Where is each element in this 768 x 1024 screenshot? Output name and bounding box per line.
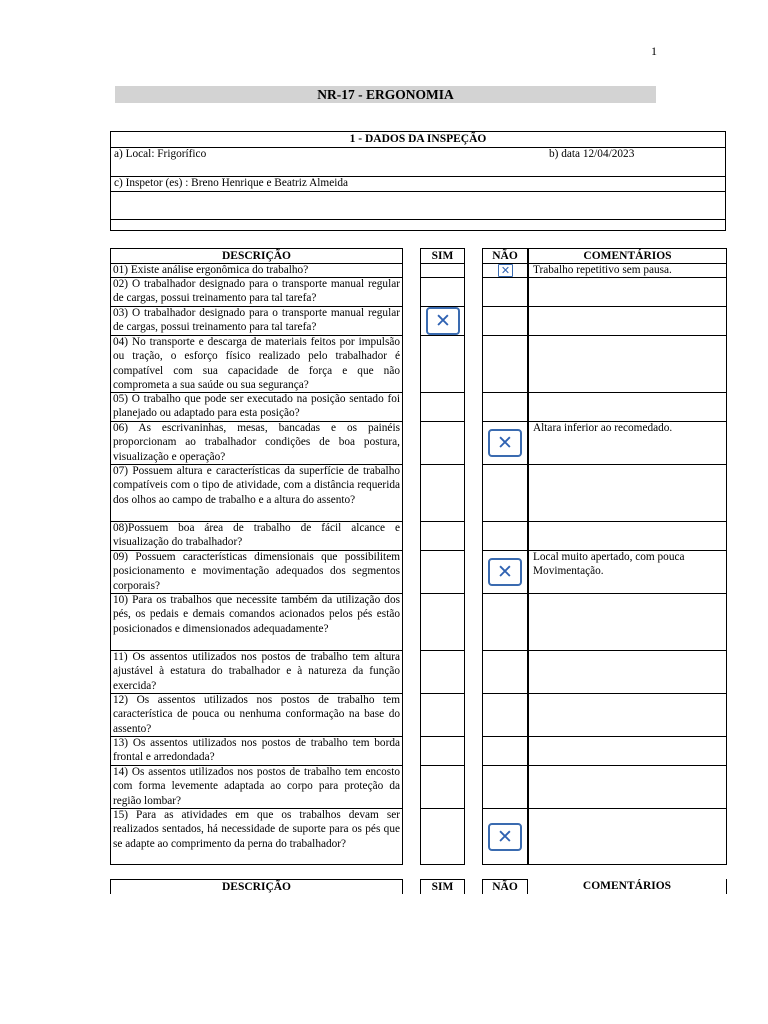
row-divider: [529, 521, 726, 522]
row-divider: [529, 693, 726, 694]
row-divider: [483, 650, 527, 651]
header-nao: NÃO: [492, 250, 518, 262]
row-divider: [483, 765, 527, 766]
row-divider: [421, 650, 464, 651]
row-divider: [421, 392, 464, 393]
row-divider: [529, 335, 726, 336]
row-divider: [421, 550, 464, 551]
footer-header-nao: [482, 879, 528, 894]
row-divider: [483, 550, 527, 551]
row-divider: [421, 464, 464, 465]
footer-header-descricao: [110, 879, 403, 894]
row-divider: [483, 464, 527, 465]
descricao-column: [110, 248, 403, 865]
sim-column: [420, 248, 465, 865]
item-03-description: 03) O trabalhador designado para o transporte manual regular de cargas, possui treinamento para tal tarefa?: [113, 307, 400, 334]
row-divider: [529, 464, 726, 465]
inspection-header: 1 - DADOS DA INSPEÇÃO: [349, 133, 487, 145]
item-02-description: 02) O trabalhador designado para o transporte manual regular de cargas, possui treinamento para tal tarefa?: [113, 278, 400, 305]
inspection-date: b) data 12/04/2023: [549, 148, 635, 160]
footer-header-comentarios-label: COMENTÁRIOS: [582, 880, 672, 892]
item-01-description: 01) Existe análise ergonômica do trabalho?: [113, 264, 309, 276]
item-15-description: 15) Para as atividades em que os trabalhos devam ser realizados sentados, há necessidade de suporte para os pés que se adapte ao comprimento da perna do trabalhador?: [113, 809, 400, 850]
row-divider: [421, 421, 464, 422]
item-04-description: 04) No transporte e descarga de materiais feitos por impulsão ou tração, o esforço físico realizado pelo trabalhador é compatível com sua capacidade de força e que não comprometa a sua saúde ou sua segurança?: [113, 336, 400, 392]
row-divider: [421, 335, 464, 336]
row-divider: [483, 593, 527, 594]
footer-header-comentarios: [528, 879, 727, 894]
item-09-nao-checkbox[interactable]: ✕: [488, 558, 522, 586]
row-divider: [483, 277, 527, 278]
row-divider: [421, 765, 464, 766]
row-divider: [529, 765, 726, 766]
row-divider: [529, 650, 726, 651]
divider: [111, 191, 725, 192]
inspection-inspector: c) Inspetor (es) : Breno Henrique e Beatriz Almeida: [114, 177, 349, 189]
row-divider: [483, 335, 527, 336]
row-divider: [421, 263, 464, 264]
item-01-comment: Trabalho repetitivo sem pausa.: [533, 264, 672, 276]
divider: [111, 219, 725, 220]
row-divider: [483, 808, 527, 809]
row-divider: [421, 693, 464, 694]
row-divider: [421, 808, 464, 809]
comentarios-column: [528, 248, 727, 865]
item-07-description: 07) Possuem altura e características da superfície de trabalho compatíveis com o tipo de atividade, com a distância requerida dos olhos ao campo de trabalho e a altura do assento?: [113, 465, 400, 506]
header-comentarios: COMENTÁRIOS: [583, 250, 672, 262]
row-divider: [529, 306, 726, 307]
footer-header-nao-label: NÃO: [492, 881, 518, 893]
item-09-comment: Local muito apertado, com pouca Movimentação.: [533, 551, 685, 578]
row-divider: [421, 521, 464, 522]
item-06-nao-checkbox[interactable]: ✕: [488, 429, 522, 457]
row-divider: [529, 736, 726, 737]
item-11-description: 11) Os assentos utilizados nos postos de trabalho tem altura ajustável à estatura do trabalhador e à natureza da função exercida?: [113, 651, 400, 692]
row-divider: [421, 736, 464, 737]
header-descricao: DESCRIÇÃO: [221, 250, 291, 262]
row-divider: [483, 736, 527, 737]
item-15-nao-checkbox[interactable]: ✕: [488, 823, 522, 851]
inspection-data-box: [110, 131, 726, 231]
header-sim: SIM: [431, 250, 454, 262]
row-divider: [421, 593, 464, 594]
item-06-description: 06) As escrivaninhas, mesas, bancadas e os painéis proporcionam ao trabalhador condições de boa postura, visualização e operação?: [113, 422, 400, 463]
item-12-description: 12) Os assentos utilizados nos postos de trabalho tem característica de pouca ou nenhuma conformação na base do assento?: [113, 694, 400, 735]
row-divider: [483, 306, 527, 307]
row-divider: [483, 521, 527, 522]
inspection-local: a) Local: Frigorífico: [114, 148, 207, 160]
row-divider: [529, 808, 726, 809]
item-03-sim-checkbox[interactable]: ✕: [426, 307, 460, 335]
item-06-comment: Altara inferior ao recomedado.: [533, 422, 673, 434]
footer-header-sim: [420, 879, 465, 894]
item-05-description: 05) O trabalho que pode ser executado na posição sentado foi planejado ou adaptado para esta posição?: [113, 393, 400, 420]
row-divider: [421, 277, 464, 278]
page-number: 1: [651, 44, 657, 58]
item-10-description: 10) Para os trabalhos que necessite também da utilização dos pés, os pedais e demais comandos acionados pelos pés estão posicionados e dimensionados adequadamente?: [113, 594, 400, 635]
item-08-description: 08)Possuem boa área de trabalho de fácil alcance e visualização do trabalhador?: [113, 522, 400, 549]
row-divider: [529, 392, 726, 393]
item-09-description: 09) Possuem características dimensionais que possibilitem posicionamento e movimentação adequados dos segmentos corporais?: [113, 551, 400, 592]
row-divider: [529, 277, 726, 278]
footer-header-descricao-label: DESCRIÇÃO: [221, 881, 291, 893]
row-divider: [529, 593, 726, 594]
document-title: NR-17 - ERGONOMIA: [115, 86, 656, 103]
footer-header-sim-label: SIM: [431, 881, 454, 893]
item-14-description: 14) Os assentos utilizados nos postos de trabalho tem encosto com forma levemente adaptada ao corpo para proteção da região lombar?: [113, 766, 400, 807]
nao-column: [482, 248, 528, 865]
row-divider: [483, 693, 527, 694]
item-01-nao-checkbox[interactable]: ✕: [498, 264, 513, 277]
row-divider: [483, 392, 527, 393]
row-divider: [483, 421, 527, 422]
item-13-description: 13) Os assentos utilizados nos postos de trabalho tem borda frontal e arredondada?: [113, 737, 400, 764]
